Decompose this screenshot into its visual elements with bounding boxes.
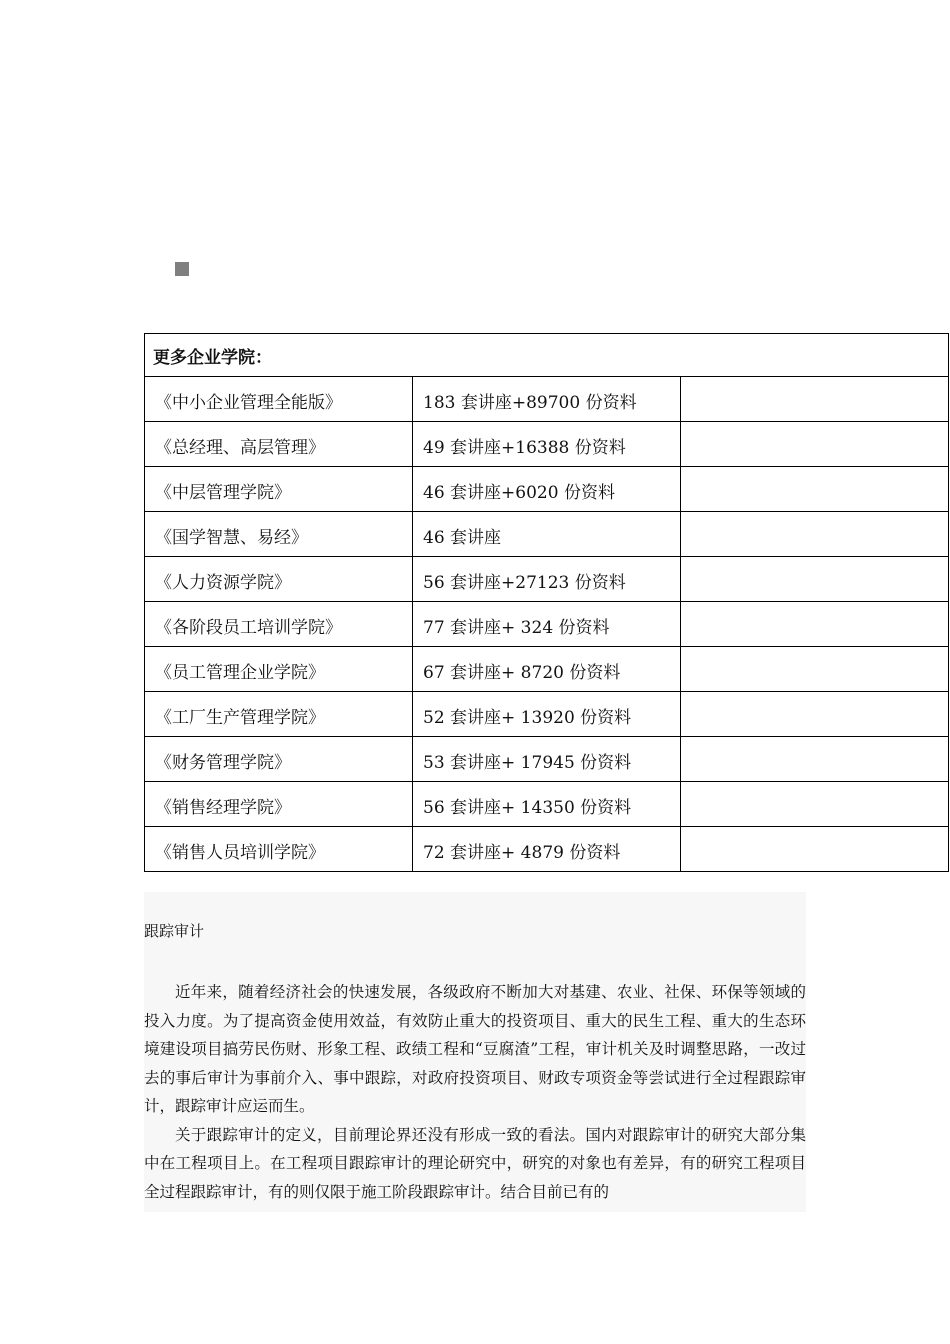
academy-name: 《国学智慧、易经》 [145,512,413,557]
academy-extra [681,422,949,467]
academy-content: 46 套讲座 [413,512,681,557]
table-row [145,782,949,827]
article-section [144,892,806,1212]
academy-name: 《员工管理企业学院》 [145,647,413,692]
table-row [145,422,949,467]
table-row [145,557,949,602]
academy-name: 《销售经理学院》 [145,782,413,827]
academy-content: 72 套讲座+ 4879 份资料 [413,827,681,872]
table-row [145,602,949,647]
academy-content: 52 套讲座+ 13920 份资料 [413,692,681,737]
academy-name: 《中层管理学院》 [145,467,413,512]
table-row [145,512,949,557]
academy-name: 《人力资源学院》 [145,557,413,602]
table-row [145,647,949,692]
academy-extra [681,782,949,827]
academy-extra [681,467,949,512]
square-bullet-icon [175,262,189,276]
academy-name: 《财务管理学院》 [145,737,413,782]
table-row [145,467,949,512]
table-header-row [145,334,949,377]
article-paragraph: 近年来，随着经济社会的快速发展，各级政府不断加大对基建、农业、社保、环保等领域的投入力度。为了提高资金使用效益，有效防止重大的投资项目、重大的民生工程、重大的生态环境建设项目搞劳民伤财、形象工程、政绩工程和“豆腐渣”工程，审计机关及时调整思路，一改过去的事后审计为事前介入、事中跟踪，对政府投资项目、财政专项资金等尝试进行全过程跟踪审计，跟踪审计应运而生。 [144,983,806,1115]
academy-content: 67 套讲座+ 8720 份资料 [413,647,681,692]
academy-extra [681,602,949,647]
table-row [145,827,949,872]
academy-table [144,333,949,872]
academy-name: 《工厂生产管理学院》 [145,692,413,737]
table-row [145,692,949,737]
academy-content: 49 套讲座+16388 份资料 [413,422,681,467]
academy-content: 46 套讲座+6020 份资料 [413,467,681,512]
article-paragraph: 关于跟踪审计的定义，目前理论界还没有形成一致的看法。国内对跟踪审计的研究大部分集中在工程项目上。在工程项目跟踪审计的理论研究中，研究的对象也有差异，有的研究工程项目全过程跟踪审计，有的则仅限于施工阶段跟踪审计。结合目前已有的 [144,1125,806,1201]
academy-extra [681,737,949,782]
academy-extra [681,827,949,872]
academy-name: 《总经理、高层管理》 [145,422,413,467]
academy-content: 56 套讲座+27123 份资料 [413,557,681,602]
academy-name: 《销售人员培训学院》 [145,827,413,872]
academy-name: 《中小企业管理全能版》 [145,377,413,422]
academy-extra [681,647,949,692]
academy-name: 《各阶段员工培训学院》 [145,602,413,647]
article-title: 跟踪审计 [144,922,205,940]
academy-content: 183 套讲座+89700 份资料 [413,377,681,422]
table-header: 更多企业学院： [145,334,949,377]
academy-extra [681,512,949,557]
academy-extra [681,692,949,737]
academy-extra [681,557,949,602]
academy-extra [681,377,949,422]
academy-content: 53 套讲座+ 17945 份资料 [413,737,681,782]
table-row [145,737,949,782]
article-body [144,978,806,1206]
academy-content: 56 套讲座+ 14350 份资料 [413,782,681,827]
table-row [145,377,949,422]
academy-content: 77 套讲座+ 324 份资料 [413,602,681,647]
